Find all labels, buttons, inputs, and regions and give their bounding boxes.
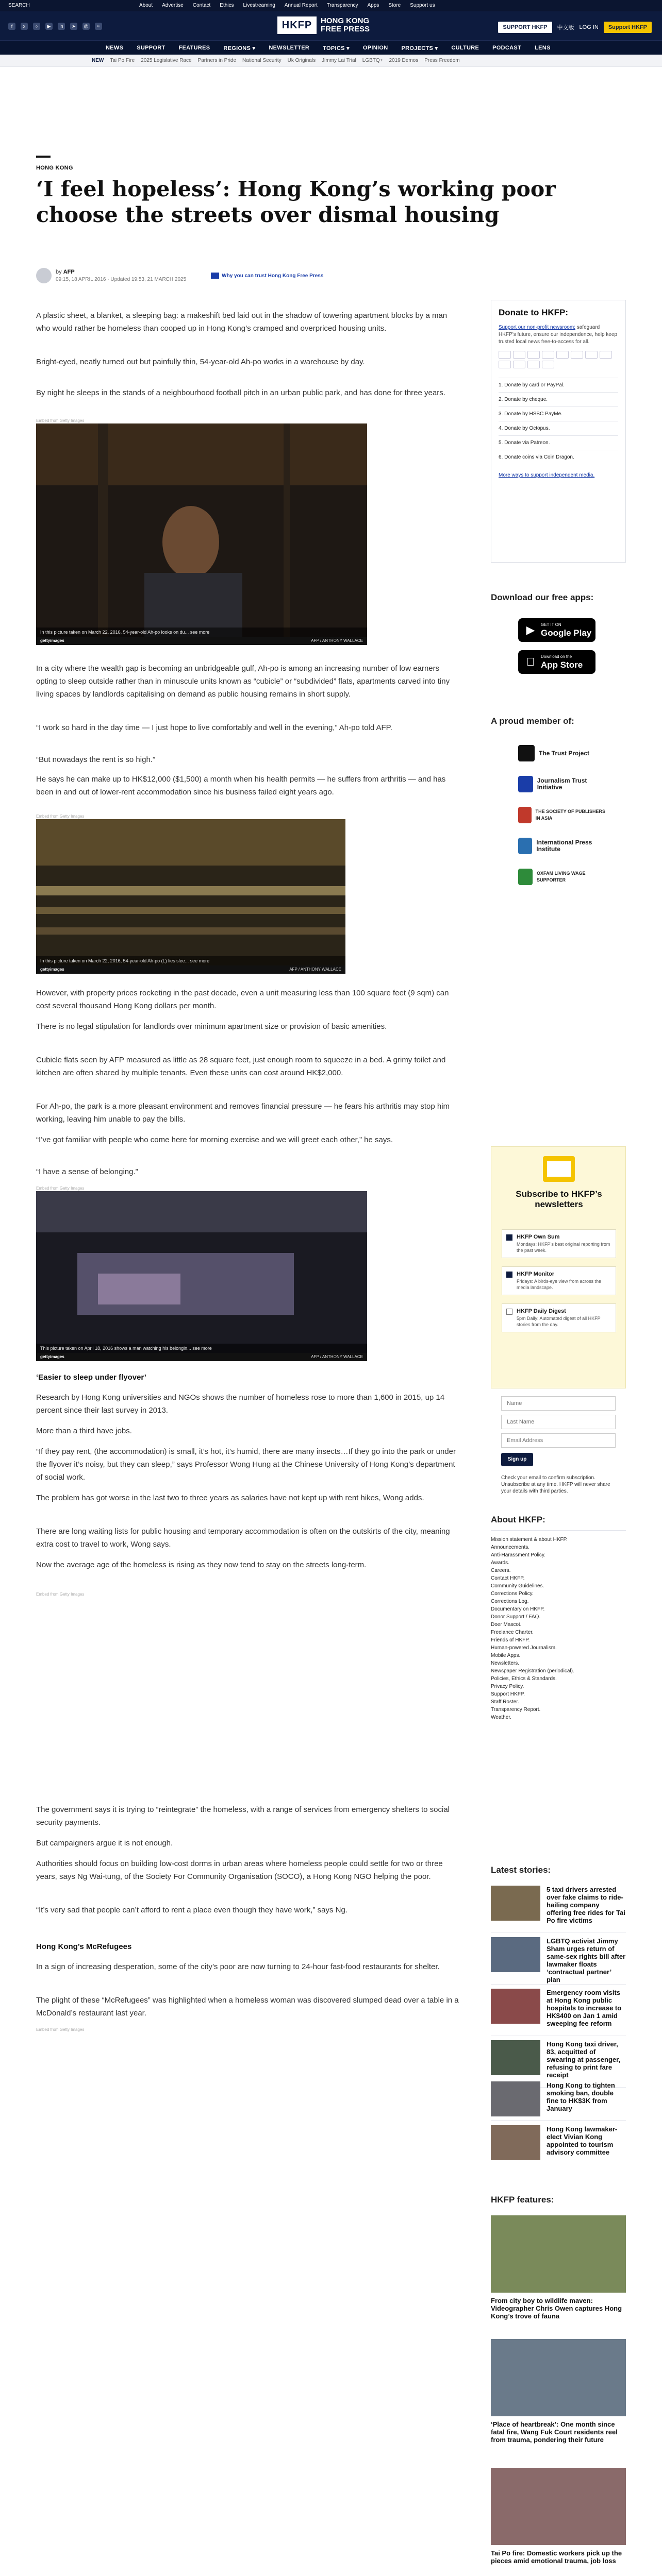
card-icon [600,351,612,359]
article-paragraph: Authorities should focus on building low-cost dorms in urban areas where homeless people could settle for two or three years, says Ng Wai-tung, of the Society For Community Organisation (SOCO), a Hong Kong NGO helping the poor. [36,1859,443,1881]
story-headline[interactable]: Hong Kong to tighten smoking ban, double fine to HK$3K from January [547,2081,615,2112]
article-subheading: Hong Kong’s McRefugees [36,1942,132,1951]
article-photo-3[interactable] [36,1191,367,1361]
article-paragraph: He says he can make up to HK$12,000 ($1,500) a month when his health permits — he suffers from arthritis — and has been in and out of lower-rent accommodation since his business failed eight years ago. [36,775,446,796]
about-link[interactable]: Newspaper Registration (periodical). [491,1668,574,1674]
envelope-icon [543,1156,575,1182]
feature-story[interactable] [491,2215,626,2320]
payment-icons [499,351,618,368]
card-icon [571,351,583,359]
feature-image [491,2215,626,2293]
photo-caption-text: In this picture taken on March 22, 2016, 54-year-old Ah-po looks on du... [40,630,189,635]
google-play-small: GET IT ON [541,622,561,627]
member-org-name: THE SOCIETY OF PUBLISHERS IN ASIA [535,809,605,821]
feature-headline[interactable]: From city boy to wildlife maven: Videographer Chris Owen captures Hong Kong’s trove of fauna [491,2297,622,2320]
byline [36,268,323,283]
top-utility-bar [0,0,662,11]
donate-option[interactable]: 5. Donate via Patreon. [499,435,618,450]
photo-1-image [36,423,367,645]
newsletter-option-name: HKFP Daily Digest [517,1308,566,1314]
article-category[interactable]: HONG KONG [36,165,73,171]
member-org-name: OXFAM LIVING WAGE SUPPORTER [537,871,586,883]
photo-2-caption [36,956,345,965]
article-title: ‘I feel hopeless’: Hong Kong’s working poor choose the streets over dismal housing [36,177,556,227]
photo-credit: AFP / ANTHONY WALLACE [311,1354,363,1359]
member-org-name: Journalism Trust Initiative [537,777,587,791]
member-org[interactable] [518,804,606,826]
article-paragraph: “But nowadays the rent is so high.” [36,755,155,764]
logo-line-2: FREE PRESS [321,25,370,33]
trust-note[interactable] [211,273,323,279]
utility-link[interactable]: Support us [410,3,435,8]
about-link[interactable]: Human-powered Journalism. [491,1645,557,1651]
newsletter-option-desc: Fridays: A birds-eye view from across the media landscape. [517,1279,602,1290]
latest-story[interactable] [491,1937,626,1985]
signup-button[interactable]: Sign up [501,1453,533,1466]
header-actions [498,22,652,33]
email-field[interactable] [501,1433,616,1448]
nav-item-news[interactable]: NEWS [106,45,124,51]
photo-3-footer [36,1353,367,1361]
nav-item-opinion[interactable]: OPINION [362,45,388,51]
search-link[interactable]: SEARCH [8,3,30,8]
member-title: A proud member of: [491,716,574,726]
social-icons [8,23,102,30]
author-avatar [36,268,52,283]
trending-link[interactable]: Partners in Pride [197,58,237,63]
newsletter-option[interactable] [502,1229,616,1258]
newsletter-panel [491,1146,626,1388]
logo-mark: HKFP [277,16,317,34]
donate-intro-text: safeguard HKFP’s future, ensure our independence, help keep trusted local news free-to-access for all. [499,325,617,345]
latest-story[interactable] [491,2125,626,2156]
card-icon [556,351,569,359]
instagram-icon[interactable]: ○ [33,23,40,30]
trending-new-label: NEW [92,58,104,63]
newsletter-option-desc: 5pm Daily: Automated digest of all HKFP stories from the day. [517,1316,601,1327]
member-org[interactable] [518,866,606,888]
about-link[interactable]: Awards. [491,1560,509,1566]
google-play-label: Google Play [541,628,592,638]
story-headline[interactable]: Emergency room visits at Hong Kong public hospitals to increase to HK$400 on Jan 1 amid sweeping fee reform [547,1989,622,2027]
article-paragraph: “I’ve got familiar with people who come here for morning exercise and we will greet each other,” he says. [36,1136,393,1144]
utility-link[interactable]: Contact [192,3,211,8]
ipi-icon [518,838,532,854]
byline-text [56,269,186,282]
photo-2-footer [36,965,345,974]
about-link[interactable]: Freelance Charter. [491,1630,534,1635]
article-paragraph: “It’s very sad that people can’t afford to rent a place even though they have work,” says Ng. [36,1906,347,1914]
embed-credit: Embed from Getty Images [36,2027,85,2032]
story-thumbnail [491,2125,540,2160]
article-paragraph: In a city where the wealth gap is becoming an unbridgeable gulf, Ah-po is among an increasing number of low earners opting to sleep outside rather than in minuscule units known as “cubicle” or “subdivided” flats, apartments carved into tiny living spaces by landlords capitalising on demand as public housing remains in short supply. [36,664,450,699]
article-subheading: ‘Easier to sleep under flyover’ [36,1373,146,1382]
main-nav [0,40,662,55]
trending-link[interactable]: Tai Po Fire [110,58,135,63]
trending-link[interactable]: Jimmy Lai Trial [322,58,356,63]
story-thumbnail [491,2081,540,2116]
photo-caption-text: In this picture taken on March 22, 2016, 54-year-old Ah-po (L) lies slee... [40,958,189,963]
article-paragraph: There is no legal stipulation for landlords over minimum apartment size or provision of basic amenities. [36,1022,387,1031]
embed-credit: Embed from Getty Images [36,1186,85,1191]
rss-icon[interactable]: ≈ [95,23,102,30]
see-more-link[interactable]: see more [190,958,210,963]
story-headline[interactable]: Hong Kong taxi driver, 83, acquitted of swearing at passenger, refusing to print fare receipt [547,2040,621,2079]
card-icon [513,351,525,359]
about-link[interactable]: Contact HKFP. [491,1575,525,1581]
about-link[interactable]: Donor Support / FAQ. [491,1614,541,1620]
threads-icon[interactable]: @ [82,23,90,30]
about-link[interactable]: Weather. [491,1715,511,1720]
trending-link[interactable]: LGBTQ+ [362,58,383,63]
trust-note-label: Why you can trust Hong Kong Free Press [222,273,324,279]
sopa-icon [518,807,532,823]
utility-link[interactable]: Transparency [326,3,358,8]
nav-item-regions[interactable]: REGIONS ▾ [223,45,256,52]
app-store-label: App Store [541,660,583,670]
article-paragraph: However, with property prices rocketing in the past decade, even a unit measuring less than 100 square feet (9 sqm) can cost several thousand Hong Kong dollars per month. [36,989,449,1010]
about-link[interactable]: Policies, Ethics & Standards. [491,1676,557,1682]
article-date: 09:15, 18 APRIL 2016 · Updated 19:53, 21 MARCH 2025 [56,277,187,282]
card-icon [527,351,540,359]
last-name-field[interactable] [501,1415,616,1429]
jti-icon [518,776,533,792]
support-hkfp-button[interactable]: SUPPORT HKFP [498,22,552,33]
feature-story[interactable] [491,2468,626,2565]
donate-panel [491,300,626,563]
google-play-button[interactable] [518,618,595,642]
article-paragraph: Bright-eyed, neatly turned out but painfully thin, 54-year-old Ah-po works in a warehouse by day. [36,358,365,366]
utility-link[interactable]: Livestreaming [243,3,275,8]
article-paragraph: The government says it is trying to “reintegrate” the homeless, with a range of services from emergency shelters to social security payments. [36,1805,450,1827]
feature-headline[interactable]: ‘Place of heartbreak’: One month since fatal fire, Wang Fuk Court residents reel from trauma, pondering their future [491,2420,618,2444]
about-link[interactable]: Mission statement & about HKFP. [491,1537,568,1543]
newsletter-note: Check your email to confirm subscription. Unsubscribe at any time. HKFP will never share your details with third parties. [501,1475,610,1494]
about-link[interactable]: Doer Mascot. [491,1622,522,1628]
facebook-icon[interactable]: f [8,23,15,30]
x-icon[interactable]: x [21,23,28,30]
about-link[interactable]: Documentary on HKFP. [491,1606,545,1612]
story-thumbnail [491,1886,540,1921]
about-link[interactable]: Corrections Policy. [491,1591,534,1597]
nav-item-projects[interactable]: PROJECTS ▾ [401,45,438,52]
embed-credit: Embed from Getty Images [36,814,85,819]
article-paragraph: Now the average age of the homeless is rising as they now tend to stay on the streets long-term. [36,1561,367,1569]
utility-links [139,3,435,8]
donate-option[interactable]: 4. Donate by Octopus. [499,421,618,435]
utility-link[interactable]: Store [388,3,401,8]
article-paragraph: By night he sleeps in the stands of a neighbourhood football pitch in an urban public park, and has done for three years. [36,388,445,397]
photo-1-caption [36,628,367,637]
logo-line-1: HONG KONG [321,16,370,25]
nav-item-newsletter[interactable]: NEWSLETTER [269,45,310,51]
about-link[interactable]: Staff Roster. [491,1699,519,1705]
about-title: About HKFP: [491,1515,626,1531]
trending-link[interactable]: 2019 Demos [389,58,419,63]
utility-link[interactable]: About [139,3,153,8]
card-icon [513,361,525,368]
trending-link[interactable]: Press Freedom [424,58,460,63]
site-header [0,11,662,40]
article-photo-2[interactable] [36,819,345,974]
member-org-name: International Press Institute [536,839,592,853]
article-paragraph: The plight of these “McRefugees” was highlighted when a homeless woman was discovered slumped dead over a table in a McDonald’s restaurant last year. [36,1996,459,2018]
photo-3-caption [36,1344,367,1353]
apps-title: Download our free apps: [491,592,594,602]
more-ways-link[interactable]: More ways to support independent media. [499,472,595,478]
trending-link[interactable]: Uk Originals [287,58,316,63]
card-icon [542,351,554,359]
about-link[interactable]: Announcements. [491,1545,530,1550]
member-org-name: The Trust Project [539,749,590,757]
utility-link[interactable]: Ethics [220,3,234,8]
member-org[interactable] [518,742,606,765]
oxfam-icon [518,869,533,885]
embed-credit: Embed from Getty Images [36,1592,85,1597]
youtube-icon[interactable]: ▶ [45,23,53,30]
member-org[interactable] [518,835,606,857]
card-icon [585,351,598,359]
kicker-rule [36,156,51,158]
article-paragraph: More than a third have jobs. [36,1427,132,1435]
member-org[interactable] [518,773,606,795]
feature-image [491,2339,626,2416]
photo-credit: AFP / ANTHONY WALLACE [311,638,363,643]
see-more-link[interactable]: see more [190,630,210,635]
newsletter-option-desc: Mondays: HKFP’s best original reporting from the past week. [517,1242,610,1253]
embed-credit: Embed from Getty Images [36,418,85,423]
article-paragraph: “If they pay rent, (the accommodation) is small, it’s hot, it’s humid, there are many insects…If they go into the park or under the flyover it’s noisy, but they can sleep,” says Professor Wong Hung at the Chinese University of Hong Kong’s department of social work. [36,1447,456,1482]
latest-title: Latest stories: [491,1865,551,1875]
article-paragraph: In a sign of increasing desperation, some of the city’s poor are now turning to 24-hour fast-food restaurants for shelter. [36,1962,440,1971]
photo-caption-text: This picture taken on April 18, 2016 shows a man watching his belongin... [40,1346,191,1351]
about-link[interactable]: Corrections Log. [491,1599,529,1604]
nav-item-lens[interactable]: LENS [535,45,551,51]
support-hkfp-cta[interactable]: Support HKFP [604,22,652,33]
getty-logo[interactable]: gettyimages [40,967,64,972]
login-link[interactable]: LOG IN [579,24,599,30]
utility-link[interactable]: Advertise [162,3,184,8]
photo-credit: AFP / ANTHONY WALLACE [289,967,341,972]
story-headline[interactable]: Hong Kong lawmaker-elect Vivian Kong appointed to tourism advisory committee [547,2125,618,2156]
donate-option[interactable]: 6. Donate coins via Coin Dragon. [499,450,618,464]
photo-3-image [36,1191,367,1361]
logo-name [321,17,370,33]
newsletter-option-name: HKFP Own Sum [517,1234,560,1240]
name-field[interactable] [501,1396,616,1411]
donate-option[interactable]: 3. Donate by HSBC PayMe. [499,406,618,421]
photo-2-image [36,819,345,974]
about-link[interactable]: Mobile Apps. [491,1653,521,1658]
nav-item-features[interactable]: FEATURES [178,45,210,51]
apple-icon [524,655,537,669]
trust-project-icon [518,745,535,761]
getty-logo[interactable]: gettyimages [40,1354,64,1359]
story-thumbnail [491,1989,540,2024]
card-icon [499,361,511,368]
newsletter-option[interactable] [502,1303,616,1332]
photo-1-footer [36,637,367,645]
donate-title: Donate to HKFP: [499,308,569,317]
getty-logo[interactable]: gettyimages [40,638,64,643]
newsletter-option-name: HKFP Monitor [517,1271,555,1277]
story-thumbnail [491,2040,540,2075]
newsletter-title: Subscribe to HKFP’s newsletters [516,1189,602,1209]
about-link[interactable]: Support HKFP. [491,1691,525,1697]
latest-story[interactable] [491,1886,626,1933]
nav-item-podcast[interactable]: PODCAST [492,45,522,51]
feature-image [491,2468,626,2545]
story-headline[interactable]: 5 taxi drivers arrested over fake claims to ride-hailing company offering free rides for Tai Po fire victims [547,1886,625,1924]
utility-link[interactable]: Apps [367,3,379,8]
byline-prefix: by [56,269,62,275]
author-name[interactable]: AFP [63,269,75,275]
about-link[interactable]: Transparency Report. [491,1707,541,1713]
card-icon [542,361,554,368]
features-title: HKFP features: [491,2195,554,2205]
feature-story[interactable] [491,2339,626,2444]
telegram-icon[interactable]: ➤ [70,23,77,30]
checkbox-checked[interactable] [506,1272,512,1278]
donate-option[interactable]: 2. Donate by cheque. [499,392,618,406]
nav-item-support[interactable]: SUPPORT [137,45,166,51]
newsletter-option[interactable] [502,1266,616,1295]
article-paragraph: “I have a sense of belonging.” [36,1167,138,1176]
utility-link[interactable]: Annual Report [284,3,318,8]
trending-link[interactable]: 2025 Legislative Race [141,58,192,63]
about-link[interactable]: Privacy Policy. [491,1684,524,1689]
trust-badge-icon [211,273,219,279]
article-paragraph: The problem has got worse in the last two to three years as salaries have not kept up with rent hikes, Wong adds. [36,1494,424,1502]
story-thumbnail [491,1937,540,1972]
latest-story[interactable] [491,1989,626,2036]
article-paragraph: Research by Hong Kong universities and NGOs shows the number of homeless rose to more than 1,600 in 2015, up 14 percent since their last survey in 2013. [36,1393,445,1415]
about-link[interactable]: Newsletters. [491,1660,520,1666]
latest-story[interactable] [491,2040,626,2088]
article-photo-1[interactable] [36,423,367,645]
trending-link[interactable]: National Security [242,58,282,63]
paypal-icon [499,351,511,359]
trending-bar [0,55,662,67]
nav-item-culture[interactable]: CULTURE [451,45,479,51]
linkedin-icon[interactable]: in [58,23,65,30]
language-switch[interactable]: 中文版 [557,25,574,31]
article-paragraph: For Ah-po, the park is a more pleasant environment and removes financial pressure — he fears his arthritis may stop him working, leaving him unable to pay the bills. [36,1102,450,1124]
google-play-icon: ▶ [526,623,535,636]
checkbox-checked[interactable] [506,1234,512,1241]
article-paragraph: A plastic sheet, a blanket, a sleeping bag: a makeshift bed laid out in the shadow of towering apartment blocks by a man who would rather be homeless than cooped up in Hong Kong’s cramped and overpriced housing units. [36,311,448,333]
article-paragraph: “I work so hard in the day time — I just hope to live comfortably and well in the evening,” Ah-po told AFP. [36,723,392,732]
donate-intro-link[interactable]: Support our non-profit newsroom: [499,325,575,330]
see-more-link[interactable]: see more [192,1346,212,1351]
about-link[interactable]: Anti-Harassment Policy. [491,1552,545,1558]
about-link[interactable]: Friends of HKFP. [491,1637,530,1643]
checkbox-unchecked[interactable] [506,1309,512,1315]
feature-headline[interactable]: Tai Po fire: Domestic workers pick up the pieces amid emotional trauma, job loss [491,2549,622,2565]
card-icon [527,361,540,368]
app-store-small: Download on the [541,654,572,659]
app-store-button[interactable] [518,650,595,674]
article-paragraph: There are long waiting lists for public housing and temporary accommodation is often on the outskirts of the city, meaning extra cost to travel to work, Wong says. [36,1527,450,1549]
article-paragraph: But campaigners argue it is not enough. [36,1839,173,1848]
nav-item-topics[interactable]: TOPICS ▾ [323,45,350,52]
about-panel [491,1515,626,1721]
donate-option[interactable]: 1. Donate by card or PayPal. [499,378,618,392]
about-link[interactable]: Community Guidelines. [491,1583,544,1589]
about-link[interactable]: Careers. [491,1568,511,1573]
article-paragraph: Cubicle flats seen by AFP measured as little as 28 square feet, just enough room to squeeze in a bed. A grimy toilet and kitchen are often shared by multiple tenants. Even these units can cost around HK$2,000. [36,1056,446,1077]
donate-intro [499,324,618,346]
latest-story[interactable] [491,2081,626,2121]
story-headline[interactable]: LGBTQ activist Jimmy Sham urges return of same-sex rights bill after lawmaker floats ‘contractual partner’ plan [547,1937,626,1984]
site-logo[interactable] [277,16,370,34]
